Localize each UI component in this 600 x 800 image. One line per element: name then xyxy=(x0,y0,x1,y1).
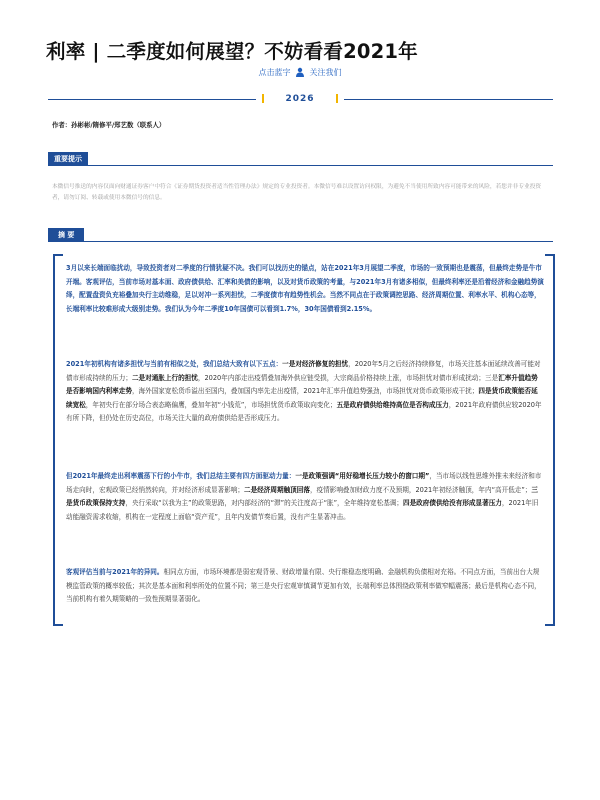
para2-point: 汇率升值趋势是否影响国内利率走势 xyxy=(66,373,538,396)
box-corner xyxy=(53,254,63,256)
box-corner xyxy=(545,254,555,256)
para2-point: 一是对经济修复的担忧 xyxy=(282,360,349,368)
para3-text: ，2021年旧动能融资需求收缩，机构在一定程度上面临“资产荒”，且年内发债节奏后置，没有产生显著冲击。 xyxy=(66,499,539,521)
para3-text: ，疫情影响叠加财政力度不及预期，2021年初经济触顶，年内“高开低走”； xyxy=(309,485,532,494)
para2-text: ，海外国家宽松货币溢出至国内，叠加国内率先走出疫情，2021年汇率升值趋势强劲，市场担忧对货币政策形成干扰； xyxy=(131,387,479,396)
person-icon xyxy=(295,67,305,77)
para3-point: 二是经济周期触顶回落 xyxy=(244,485,310,494)
summary-header: 摘 要 xyxy=(48,228,84,242)
article-title: 利率 | 二季度如何展望？不妨看看2021年 xyxy=(46,40,418,63)
para2-text: ，2020年内部走出疫情叠加海外供应链受损，大宗商品价格持续上涨，市场担忧对债市形成扰动；三是 xyxy=(197,373,499,382)
summary-box xyxy=(53,254,555,626)
follow-left-text[interactable]: 点击蓝字 xyxy=(258,68,291,77)
year-tick-right xyxy=(336,94,338,103)
para2-point: 五是政府债供给维持高位是否构成压力 xyxy=(336,400,449,409)
para4-text: 相同点方面，市场环境都是弱宏观背景、财政增量有限、央行维稳态度明确、金融机构负债相对充裕。不同点方面，当前出台大规模监管政策的概率较低；其次是基本面和利率所处的位置不同；第三是央行宏观审慎调节更加有效，长端利率总体围绕政策利率做窄幅震荡；最后是机构心态不同，当前机构有着久期策略的一致性预期显著弱化。 xyxy=(66,568,541,604)
authors: 作者：孙彬彬/隋修平/郑艺数（联系人） xyxy=(52,121,166,129)
para3-text: ，当市场以线性思维外推未来经济和市场走向时，宏观政策已经悄然转向，并对经济形成显著影响； xyxy=(66,472,542,494)
para2-point: 四是货币政策能否延续宽松 xyxy=(66,387,538,409)
para2-text: ，2021年政府债供应较2020年有所下降，但仍处在历史高位，市场关注大量的政府债供给是否形成压力。 xyxy=(66,400,542,423)
follow-prompt[interactable] xyxy=(0,67,600,78)
box-corner xyxy=(53,624,63,626)
box-corner xyxy=(545,624,555,626)
notice-text: 本微信号推送的内容仅面向财通证券客户中符合《证券期货投资者适当性管理办法》规定的专业投资者。本微信号难以设置访问权限，为避免不当使用所致内容可能带来的风险，若您并非专业投资者，请勿订阅、转载或使用本微信号的信息。 xyxy=(52,184,542,201)
para3-point: 一是政策强调“用好稳增长压力较小的窗口期” xyxy=(295,472,430,480)
para3-point: 三是货币政策保持支持 xyxy=(66,485,538,508)
para2-point: 二是对通胀上行的担忧 xyxy=(131,373,198,382)
summary-paragraph-4 xyxy=(66,566,544,607)
notice-header-line xyxy=(48,165,553,166)
follow-right-text[interactable]: 关注我们 xyxy=(309,68,342,77)
para3-text: ，央行采取“以我为主”的政策思路，对内部经济的“滞”的关注度高于“胀”，全年维持宽松基调； xyxy=(125,499,403,508)
summary-paragraph-3 xyxy=(66,470,544,524)
para2-lead: 2021年初机构有诸多担忧与当前有相似之处，我们总结大致有以下五点： xyxy=(66,360,283,368)
year-text: 2026 xyxy=(285,94,315,104)
para4-lead: 客观评估当前与2021年的异同。 xyxy=(66,568,164,576)
notice-header: 重要提示 xyxy=(48,152,88,166)
para2-text: ，2020年5月之后经济持续修复，市场关注基本面延续改善可能对债市形成持续的压力； xyxy=(66,360,541,382)
para3-lead: 但2021年最终走出利率震荡下行的小牛市，我们总结主要有四方面驱动力量： xyxy=(66,472,296,480)
summary-header-line xyxy=(48,241,553,242)
para2-text: ，年初央行在部分场合表态略偏鹰，叠加年初“小钱荒”，市场担忧货币政策取向变化； xyxy=(85,400,337,409)
year-badge xyxy=(256,92,344,106)
para3-point: 四是政府债供给没有形成显著压力 xyxy=(403,499,502,508)
summary-paragraph-1: 3月以来长端面临扰动，导致投资者对二季度的行情犹疑不决。我们可以找历史的锚点，站在2021年3月展望二季度，市场的一致预期也是震荡，但最终走势是牛市开端。客观评估，当前市场对基本面、政府债供给、汇率和美债的影响，以及对货币政策的考量，与2021年3月有诸多相似，但最终利率还是沿着经济和金融趋势演绎，配置盘资负充裕叠加央行主动维稳，足以对冲一系列担忧，二季度债市有趋势性机会。当然不同点在于政策调控思路、经济周期位置、利率水平、机构心态等，长端利率比较难形成大级别走势。我们认为今年二季度10年国债可以看到1.7%，30年国债看到2.15%。 xyxy=(66,264,544,313)
year-tick-left xyxy=(262,94,264,103)
summary-paragraph-2 xyxy=(66,358,544,426)
